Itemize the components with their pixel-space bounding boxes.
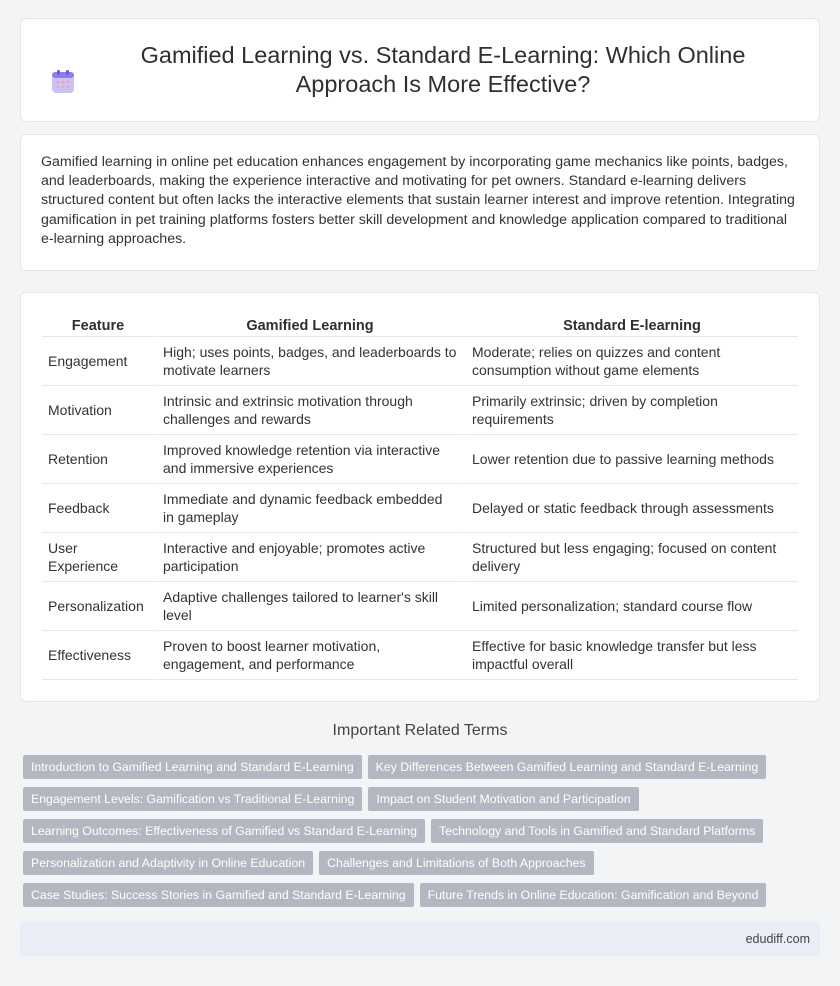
title-wrap xyxy=(50,41,790,99)
related-term-tag[interactable]: Engagement Levels: Gamification vs Traditional E-Learning xyxy=(23,787,362,811)
feature-cell: User Experience xyxy=(42,533,154,582)
related-term-tag[interactable]: Learning Outcomes: Effectiveness of Gamified vs Standard E-Learning xyxy=(23,819,425,843)
footer-site-link[interactable]: edudiff.com xyxy=(745,932,810,946)
gamified-cell: Intrinsic and extrinsic motivation through challenges and rewards xyxy=(154,386,463,435)
header-gamified: Gamified Learning xyxy=(154,309,463,337)
related-term-tag[interactable]: Introduction to Gamified Learning and Standard E-Learning xyxy=(23,755,362,779)
standard-cell: Primarily extrinsic; driven by completion requirements xyxy=(463,386,798,435)
feature-cell: Effectiveness xyxy=(42,631,154,680)
related-terms-title: Important Related Terms xyxy=(332,722,508,739)
table-row xyxy=(42,386,798,435)
feature-cell: Motivation xyxy=(42,386,154,435)
gamified-cell: Improved knowledge retention via interactive and immersive experiences xyxy=(154,435,463,484)
related-term-tag[interactable]: Impact on Student Motivation and Participation xyxy=(368,787,638,811)
standard-cell: Limited personalization; standard course flow xyxy=(463,582,798,631)
related-term-tag[interactable]: Challenges and Limitations of Both Approaches xyxy=(319,851,593,875)
related-term-tag[interactable]: Key Differences Between Gamified Learning and Standard E-Learning xyxy=(368,755,767,779)
gamified-cell: Proven to boost learner motivation, engagement, and performance xyxy=(154,631,463,680)
feature-cell: Engagement xyxy=(42,337,154,386)
table-row xyxy=(42,484,798,533)
calendar-icon xyxy=(50,69,76,95)
gamified-cell: Interactive and enjoyable; promotes active participation xyxy=(154,533,463,582)
header-feature: Feature xyxy=(42,309,154,337)
table-row xyxy=(42,631,798,680)
gamified-cell: Adaptive challenges tailored to learner's skill level xyxy=(154,582,463,631)
standard-cell: Effective for basic knowledge transfer but less impactful overall xyxy=(463,631,798,680)
title-card xyxy=(20,18,820,122)
feature-cell: Feedback xyxy=(42,484,154,533)
header-standard: Standard E-learning xyxy=(463,309,798,337)
related-term-tag[interactable]: Personalization and Adaptivity in Online Education xyxy=(23,851,313,875)
table-row xyxy=(42,337,798,386)
table-header-row xyxy=(42,309,798,337)
comparison-card xyxy=(20,292,820,702)
tag-row xyxy=(23,755,823,779)
table-row xyxy=(42,582,798,631)
standard-cell: Moderate; relies on quizzes and content consumption without game elements xyxy=(463,337,798,386)
feature-cell: Personalization xyxy=(42,582,154,631)
tag-row xyxy=(23,851,823,875)
gamified-cell: Immediate and dynamic feedback embedded in gameplay xyxy=(154,484,463,533)
tag-row xyxy=(23,819,823,843)
page-title: Gamified Learning vs. Standard E-Learning: Which Online Approach Is More Effective? xyxy=(140,42,746,97)
comparison-table xyxy=(42,309,798,680)
table-row xyxy=(42,435,798,484)
intro-paragraph: Gamified learning in online pet education enhances engagement by incorporating game mechanics like points, badges, and leaderboards, making the experience interactive and motivating for pet owners. Standard e-learning delivers structured content but often lacks the interactive elements that sustain learner interest and improve retention. Integrating gamification in pet training platforms fosters better skill development and knowledge application compared to traditional e-learning approaches. xyxy=(41,154,795,247)
related-term-tag[interactable]: Technology and Tools in Gamified and Standard Platforms xyxy=(431,819,763,843)
gamified-cell: High; uses points, badges, and leaderboards to motivate learners xyxy=(154,337,463,386)
tag-row xyxy=(23,787,823,811)
tag-row xyxy=(23,883,823,907)
standard-cell: Structured but less engaging; focused on content delivery xyxy=(463,533,798,582)
standard-cell: Delayed or static feedback through assessments xyxy=(463,484,798,533)
related-term-tag[interactable]: Case Studies: Success Stories in Gamified and Standard E-Learning xyxy=(23,883,414,907)
feature-cell: Retention xyxy=(42,435,154,484)
table-row xyxy=(42,533,798,582)
related-term-tag[interactable]: Future Trends in Online Education: Gamification and Beyond xyxy=(420,883,767,907)
intro-card xyxy=(20,134,820,271)
standard-cell: Lower retention due to passive learning methods xyxy=(463,435,798,484)
related-terms-list xyxy=(23,755,823,915)
footer xyxy=(20,922,820,956)
